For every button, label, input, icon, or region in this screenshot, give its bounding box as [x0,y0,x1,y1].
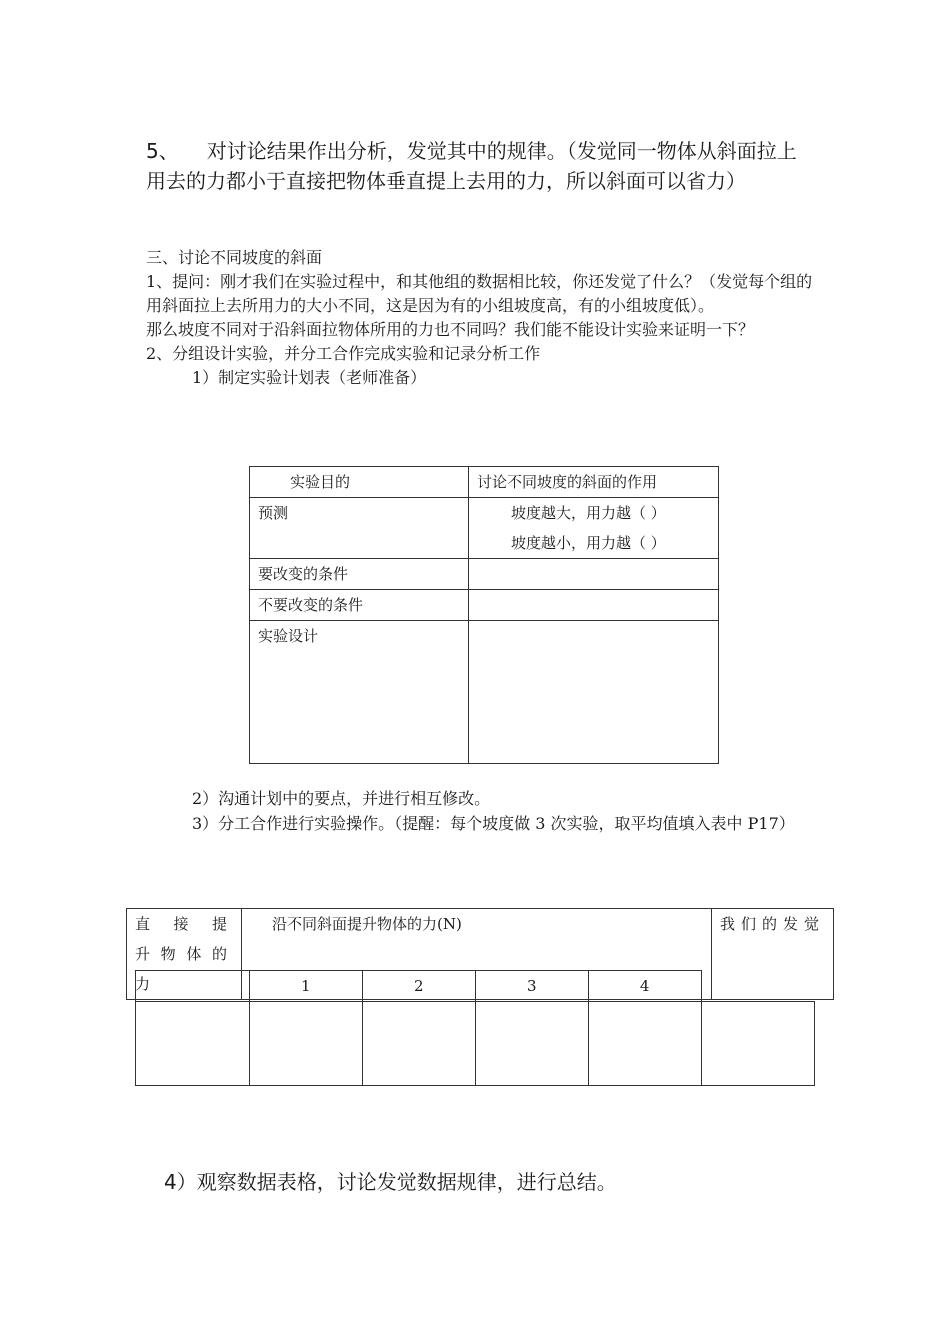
step-4-number: 4 [164,1170,177,1194]
sub-col-1: 1 [249,971,362,1002]
question-1: 1、提问：刚才我们在实验过程中，和其他组的数据相比较，你还发觉了什么？（发觉每个组的用斜面拉上去所用力的大小不同，这是因为有的小组坡度高，有的小组坡度低）。 [146,272,813,315]
sub-header-empty [136,971,250,1002]
predict-label: 预测 [250,498,469,559]
data-cell [701,1002,814,1086]
our-findings-header: 我们的发觉 [712,909,834,1000]
record-table-body [135,970,815,1086]
steps-2-3 [146,786,816,836]
design-cell [469,621,719,764]
predict-cell [469,498,719,559]
section-5-number: 5、 [146,139,179,163]
data-cell [475,1002,588,1086]
predict-line-2: 坡度越小，用力越（ ） [511,534,666,552]
section-3 [146,246,816,390]
sub-col-4: 4 [588,971,701,1002]
sub-col-3: 3 [475,971,588,1002]
purpose-value: 讨论不同坡度的斜面的作用 [469,467,719,498]
purpose-label: 实验目的 [250,467,469,498]
data-cell [249,1002,362,1086]
step-4 [164,1167,617,1197]
experiment-plan-table [249,466,719,764]
section-5-paragraph [146,136,816,196]
step-3: 3）分工合作进行实验操作。（提醒：每个坡度做 3 次实验，取平均值填入表中 P17） [192,814,795,833]
incline-force-header: 沿不同斜面提升物体的力(N) [242,909,712,1000]
data-cell [136,1002,250,1086]
keep-condition-label: 不要改变的条件 [250,590,469,621]
sub-col-2: 2 [362,971,475,1002]
design-label: 实验设计 [250,621,469,764]
section-5-text: 对讨论结果作出分析，发觉其中的规律。（发觉同一物体从斜面拉上用去的力都小于直接把物体垂直提上去用的力，所以斜面可以省力） [146,139,797,193]
sub-header-blank [701,971,814,1002]
step-1: 1）制定实验计划表（老师准备） [192,368,427,387]
keep-condition-cell [469,590,719,621]
step-2: 2）沟通计划中的要点，并进行相互修改。 [192,789,491,808]
step-4-text: ）观察数据表格，讨论发觉数据规律，进行总结。 [176,1170,617,1194]
change-condition-cell [469,559,719,590]
question-1b: 那么坡度不同对于沿斜面拉物体所用的力也不同吗？我们能不能设计实验来证明一下？ [146,320,755,339]
question-2: 2、分组设计实验，并分工合作完成实验和记录分析工作 [146,344,541,363]
section-3-heading: 三、讨论不同坡度的斜面 [146,248,323,267]
data-cell [362,1002,475,1086]
data-cell [588,1002,701,1086]
direct-lift-header: 直 接 提升物体的力 [127,909,242,1000]
predict-line-1: 坡度越大，用力越（ ） [511,504,666,522]
change-condition-label: 要改变的条件 [250,559,469,590]
